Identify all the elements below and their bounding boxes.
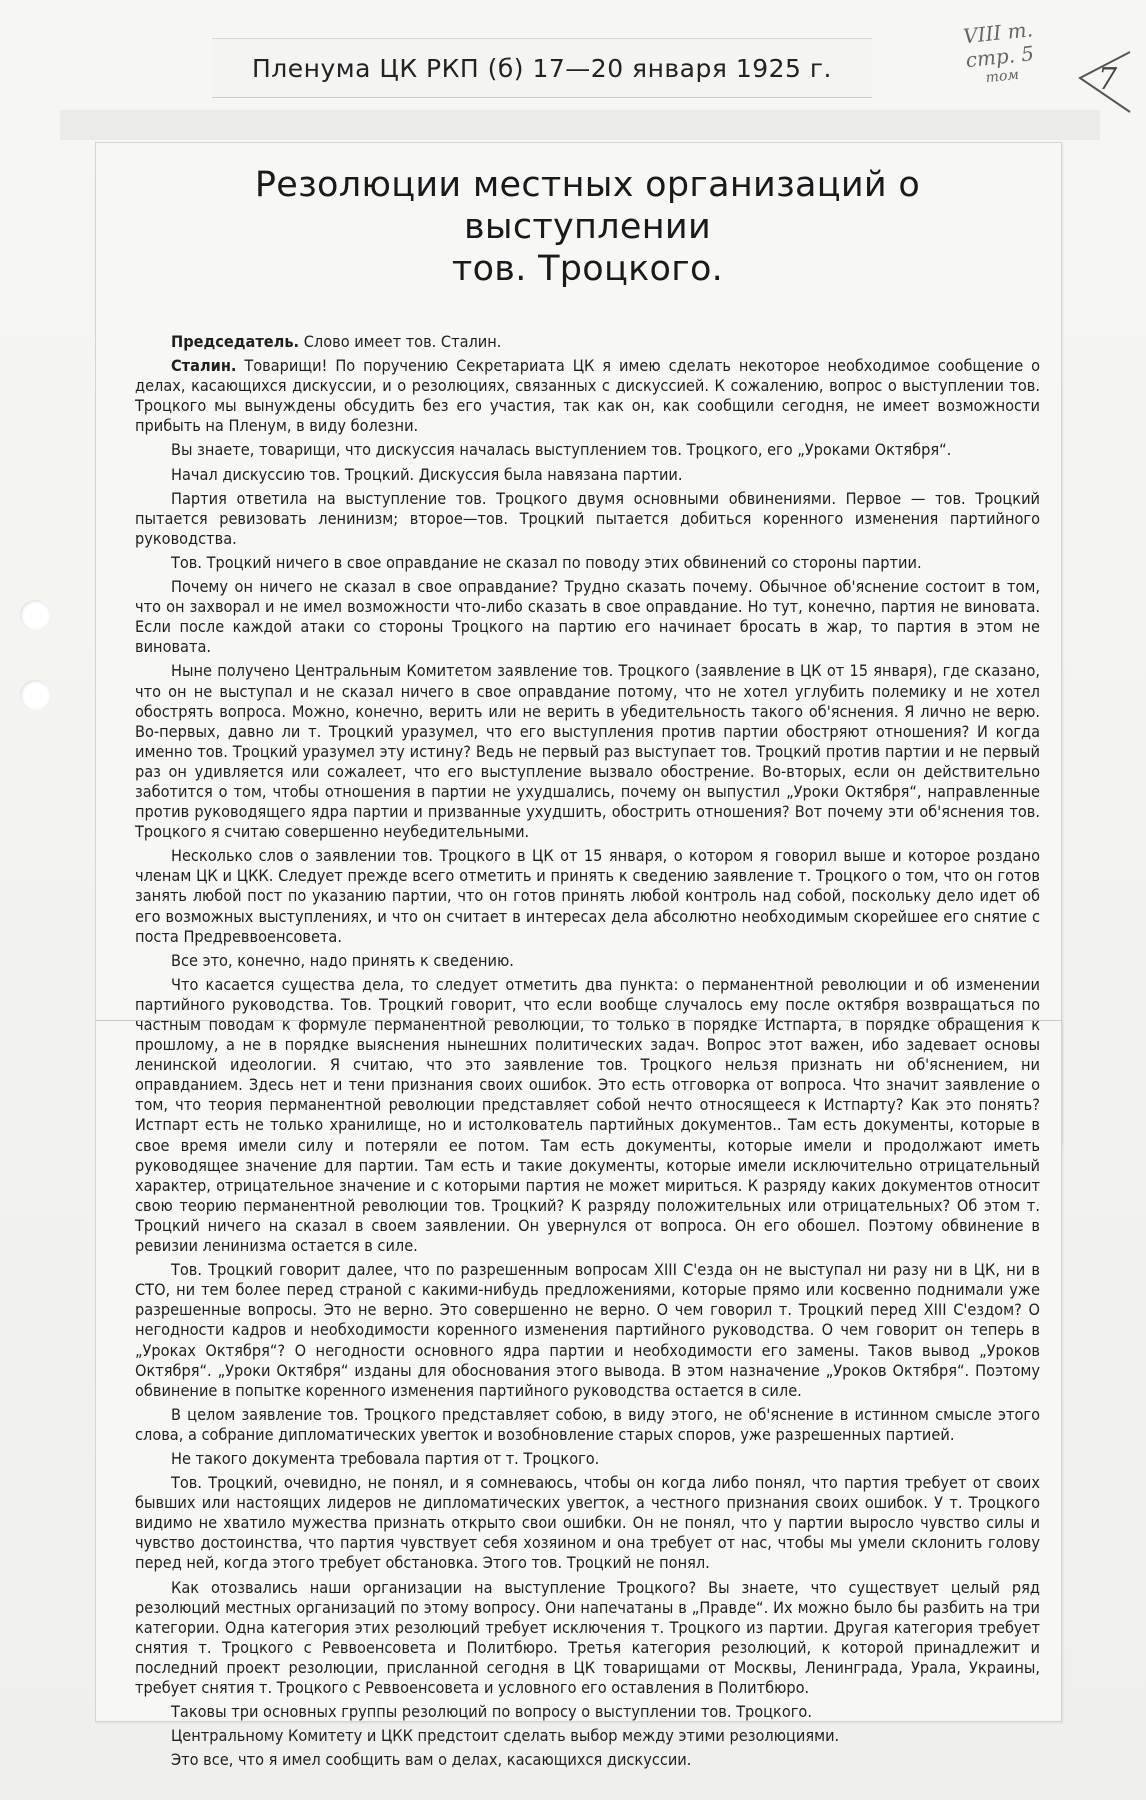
paragraph [135, 553, 1040, 573]
paragraph [135, 1473, 1040, 1573]
paragraph [135, 332, 1040, 352]
paragraph-text: Не такого документа требовала партия от т. Троцкого. [171, 1448, 600, 1468]
paragraph-text: Почему он ничего не сказал в свое оправдание? Трудно сказать почему. Обычное об'яснение состоит в том, что он захворал и не имел возможности что-либо сказать в свое оправдание. Но тут, конечно, партия не виновата. Если после каждой атаки со стороны Троцкого на партию его начинает бросать в жар, то партия в этом не виновата. [135, 577, 1040, 657]
paragraph [135, 440, 1040, 460]
page-number-mark [1070, 48, 1140, 118]
page-number: 7 [1098, 62, 1118, 97]
paragraph [135, 846, 1040, 946]
paragraph-text: Таковы три основных группы резолюций по вопросу о выступлении тов. Троцкого. [171, 1702, 812, 1722]
paragraph-text: Тов. Троцкий говорит далее, что по разрешенным вопросам XIII С'езда он не выступал ни разу ни в ЦК, ни в СТО, ни тем более перед страной с какими-нибудь предложениями, которые прямо или косвенно поднимали уже разрешенные вопросы. Это не верно. Это совершенно не верно. О чем говорил т. Троцкий перед XIII С'ездом? О негодности кадров и необходимости коренного изменения партийного руководства. О чем говорит он теперь в „Уроках Октября“? О негодности основного ядра партии и необходимости его замены. Таков вывод „Уроков Октября“. „Уроки Октября“ изданы для обоснования этого вывода. В этом назначение „Уроков Октября“. Поэтому обвинение в попытке коренного изменения партийного руководства остается в силе. [135, 1260, 1040, 1400]
paragraph-text: Как отозвались наши организации на выступление Троцкого? Вы знаете, что существует целый ряд резолюций местных организаций по этому вопросу. Они напечатаны в „Правде“. Их можно было бы разбить на три категории. Одна категория этих резолюций требует исключения т. Троцкого из партии. Другая категория требует снятия т. Троцкого с Реввоенсовета и Политбюро. Третья категория резолюций, к которой принадлежит и последний проект резолюции, присланной сегодня в ЦК товарищами от Москвы, Ленинграда, Урала, Украины, требует снятия т. Троцкого с Реввоенсовета и условного его оставления в Политбюро. [135, 1577, 1040, 1697]
paragraph-text: Что касается существа дела, то следует отметить два пункта: о перманентной революции и об изменении партийного руководства. Тов. Троцкий говорит, что если вообще случалось ему после октября возвращаться по частным поводам к формуле перманентной революции, то только в порядке Истпарта, в порядке обращения к прошлому, а не в порядке выяснения нынешних политических задач. Вопрос этот важен, ибо задевает основы ленинской идеологии. Я считаю, что это заявление тов. Троцкого нельзя признать ни об'яснением, ни оправданием. Здесь нет и тени признания своих ошибок. Это есть отговорка от вопроса. Что значит заявление о том, что теория перманентной революции представляет собой нечто относящееся к Истпарту? Как это понять? Истпарт есть не только хранилище, но и истолкователь партийных документов.. Там есть документы, которые в свое время имели силу и потеряли ее потом. Там есть документы, которые имели и продолжают иметь руководящее значение для партии. Там есть и такие документы, которые имели исключительно отрицательный характер, отрицательное значение и с которыми партия не может мириться. К разряду каких документов относит свою теорию перманентной революции тов. Троцкий? К разряду положительных или отрицательных? Об этом т. Троцкий ничего на сказал в своем заявлении. Он увернулся от вопроса. Он его обошел. Поэтому обвинение в ревизии ленинизма остается в силе. [135, 974, 1040, 1256]
paragraph-text: Тов. Троцкий, очевидно, не понял, и я сомневаюсь, чтобы он когда либо понял, что партия требует от своих бывших или настоящих лидеров не дипломатических увerток, а честного признания своих ошибок. У т. Троцкого видимо не хватило мужества признать открыто свои ошибки. Он не понял, что у партии выросло чувство силы и чувство достоинства, что партия чувствует себя хозяином и она требует от нас, чтобы мы умели склонить голову перед ней, когда этого требует обстановка. Этого тов. Троцкий не понял. [135, 1473, 1040, 1573]
paragraph [135, 1726, 1040, 1746]
paragraph [135, 465, 1040, 485]
paragraph-text: Центральному Комитету и ЦКК предстоит сделать выбор между этими резолюциями. [171, 1726, 840, 1746]
paragraph [135, 1578, 1040, 1699]
paragraph-list [135, 332, 1040, 1770]
paragraph-text: Ныне получено Центральным Комитетом заявление тов. Троцкого (заявление в ЦК от 15 января), где сказано, что он не выступал и не сказал ничего в свое оправдание потому, что не хотел углубить полемику и не хотел обострять вопроса. Можно, конечно, верить или не верить в убедительность такого об'яснения. Я лично не верю. Во-первых, давно ли т. Троцкий уразумел, что его выступления против партии обостряют отношения? И когда именно тов. Троцкий уразумел эту истину? Ведь не первый раз выступает тов. Троцкий против партии и не первый раз он удивляется или сожалеет, что его выступление вызвало обострение. Во-вторых, если он действительно заботится о том, чтобы отношения в партии не ухудшались, почему он выпустил „Уроки Октября“, направленные против руководящего ядра партии и призванные ухудшить, обострить отношения? Вот почему эти об'яснения тов. Троцкого я считаю совершенно неубедительными. [135, 661, 1040, 842]
plenum-header: Пленума ЦК РКП (б) 17—20 января 1925 г. [252, 53, 832, 83]
paragraph-text: Слово имеет тов. Сталин. [299, 332, 502, 351]
paragraph-text: Это все, что я имел сообщить вам о делах, касающихся дискуссии. [171, 1750, 692, 1770]
bleed-through-shadow [60, 110, 1100, 140]
paragraph [135, 1260, 1040, 1401]
handwritten-note-line1: VIII т. стр. 5 [961, 17, 1036, 73]
header-slip [212, 38, 872, 98]
paragraph [135, 489, 1040, 549]
speaker-name: Сталин. [171, 356, 237, 376]
document-title [135, 164, 1040, 290]
handwritten-note-line2: том [984, 66, 1020, 87]
title-line-1: Резолюции местных организаций о выступлении [254, 165, 921, 247]
paragraph [135, 577, 1040, 657]
document-body [135, 150, 1040, 1774]
paragraph [135, 1702, 1040, 1722]
paragraph [135, 951, 1040, 971]
paragraph-text: В целом заявление тов. Троцкого представляет собою, в виду этого, не об'яснение в истинном смысле этого слова, а собрание дипломатических увerток и возобновление старых споров, уже разрешенных партией. [135, 1404, 1040, 1444]
paragraph [135, 1405, 1040, 1445]
title-line-2: тов. Троцкого. [451, 249, 724, 289]
paragraph [135, 1449, 1040, 1469]
paragraph [135, 661, 1040, 842]
speaker-name: Председатель. [171, 332, 300, 351]
paragraph-text: Товарищи! По поручению Секретариата ЦК я имею сделать некоторое необходимое сообщение о делах, касающихся дискуссии, и о резолюциях, связанных с дискуссией. К сожалению, вопрос о выступлении тов. Троцкого мы вынуждены обсудить без его участия, так как он, как сообщили сегодня, не имеет возможности прибыть на Пленум, в виду болезни. [135, 356, 1040, 436]
paragraph-text: Тов. Троцкий ничего в свое оправдание не сказал по поводу этих обвинений со стороны партии. [171, 552, 922, 572]
punch-hole [20, 600, 50, 630]
paragraph-text: Вы знаете, товарищи, что дискуссия началась выступлением тов. Троцкого, его „Уроками Октября“. [171, 440, 952, 460]
paragraph-text: Начал дискуссию тов. Троцкий. Дискуссия была навязана партии. [171, 464, 683, 484]
paragraph-text: Все это, конечно, надо принять к сведению. [171, 950, 514, 970]
punch-hole [20, 680, 50, 710]
paragraph [135, 1750, 1040, 1770]
paragraph-text: Несколько слов о заявлении тов. Троцкого в ЦК от 15 января, о котором я говорил выше и которое роздано членам ЦК и ЦКК. Следует прежде всего отметить и принять к сведению заявление т. Троцкого о том, что он готов занять любой пост по указанию партии, что он готов принять любой контроль над собой, поскольку дело идет об его возможных выступлениях, и что он считает в интересах дела абсолютно необходимым скорейшее его снятие с поста Предреввоенсовета. [135, 846, 1040, 946]
paragraph [135, 975, 1040, 1256]
paragraph-text: Партия ответила на выступление тов. Троцкого двумя основными обвинениями. Первое — тов. Троцкий пытается ревизовать ленинизм; второе—тов. Троцкий пытается добиться коренного изменения партийного руководства. [135, 488, 1040, 548]
paragraph [135, 356, 1040, 436]
